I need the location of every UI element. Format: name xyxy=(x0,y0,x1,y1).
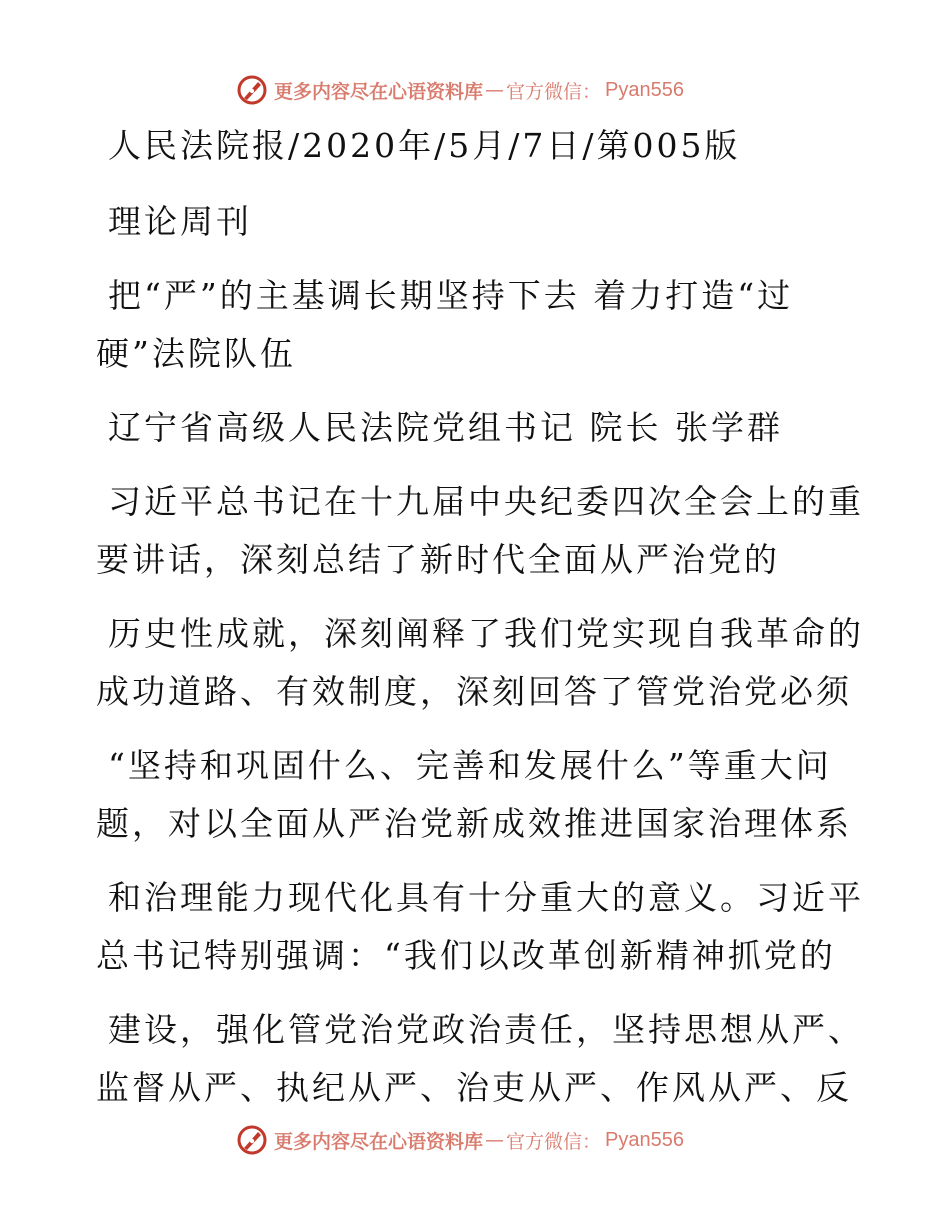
article-title-line-2: 硬”法院队伍 xyxy=(96,334,296,373)
watermark-dash: — xyxy=(485,79,505,101)
watermark-bottom xyxy=(236,1122,684,1158)
body-line: 和治理能力现代化具有十分重大的意义。习近平 xyxy=(108,878,864,917)
watermark-top xyxy=(236,72,684,108)
quill-circle-icon xyxy=(236,1124,268,1156)
watermark-brand: 更多内容尽在心语资料库 xyxy=(274,1130,484,1153)
body-line: 总书记特别强调：“我们以改革创新精神抓党的 xyxy=(96,936,836,975)
body-line: “坚持和巩固什么、完善和发展什么”等重大问 xyxy=(108,746,832,785)
body-line: 历史性成就，深刻阐释了我们党实现自我革命的 xyxy=(108,614,864,653)
body-line: 监督从严、执纪从严、治吏从严、作风从严、反 xyxy=(96,1068,852,1107)
publication-info: 人民法院报/2020年/5月/7日/第005版 xyxy=(108,126,741,165)
body-line: 成功道路、有效制度，深刻回答了管党治党必须 xyxy=(96,672,852,711)
quill-circle-icon xyxy=(236,74,268,106)
body-line: 习近平总书记在十九届中央纪委四次全会上的重 xyxy=(108,482,864,521)
body-line: 题，对以全面从严治党新成效推进国家治理体系 xyxy=(96,804,852,843)
author-line: 辽宁省高级人民法院党组书记 院长 张学群 xyxy=(108,408,783,447)
watermark-brand: 更多内容尽在心语资料库 xyxy=(274,80,484,103)
watermark-label: 官方微信： xyxy=(506,80,602,103)
watermark-id: Pyan556 xyxy=(605,1128,684,1151)
watermark-label: 官方微信： xyxy=(506,1130,602,1153)
section-name: 理论周刊 xyxy=(108,202,252,241)
body-line: 建设，强化管党治党政治责任，坚持思想从严、 xyxy=(108,1010,864,1049)
body-line: 要讲话，深刻总结了新时代全面从严治党的 xyxy=(96,540,780,579)
watermark-dash: — xyxy=(485,1129,505,1151)
article-title-line-1: 把“严”的主基调长期坚持下去 着力打造“过 xyxy=(108,276,794,315)
watermark-id: Pyan556 xyxy=(605,78,684,101)
